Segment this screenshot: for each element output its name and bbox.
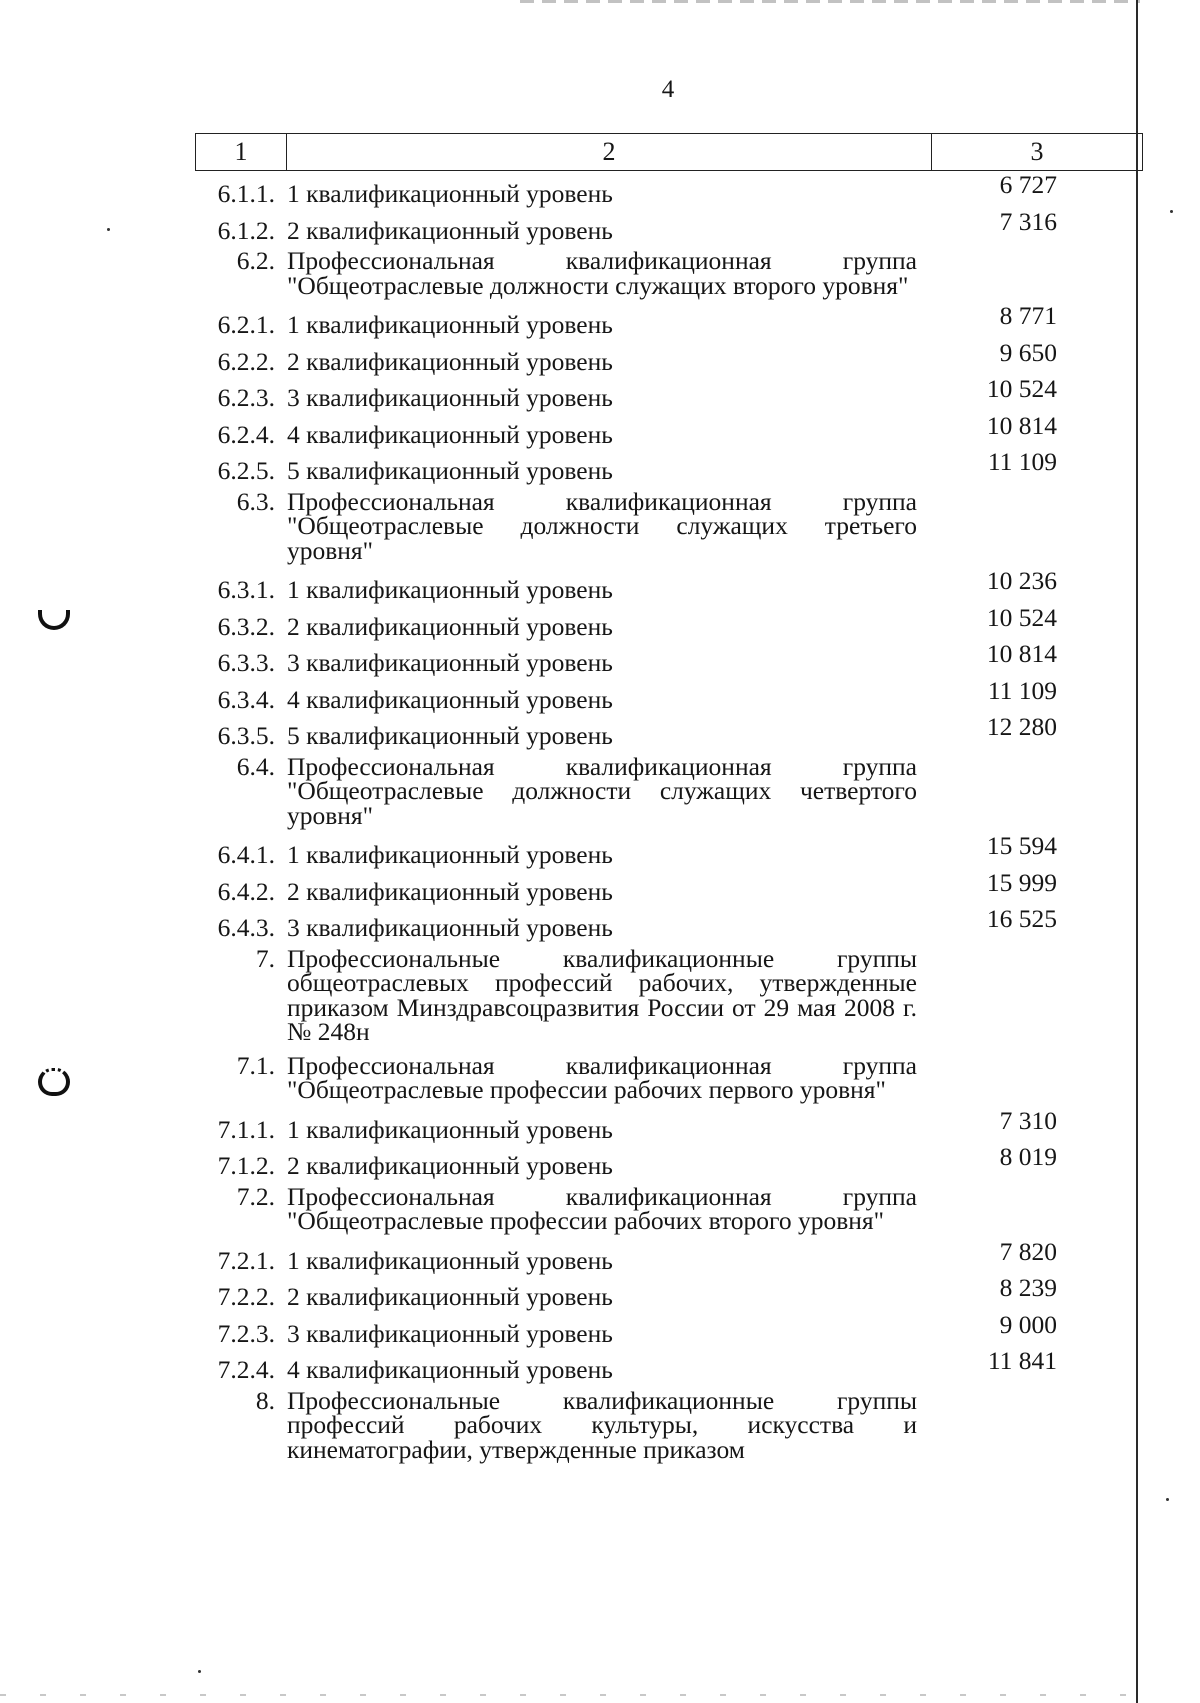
row-number: 6.2. [236, 246, 275, 275]
row-title: Профессиональная квалификационная группа "Общеотраслевые профессии рабочих второго уровня" [287, 1181, 917, 1235]
row-value: 9 650 [999, 337, 1057, 367]
row-title: 5 квалификационный уровень [287, 456, 613, 485]
row-title: 2 квалификационный уровень [287, 1282, 613, 1311]
table-row [195, 1142, 1095, 1185]
table-row [195, 447, 1095, 490]
table-group-row [195, 751, 1095, 830]
row-value: 16 525 [986, 904, 1057, 933]
row-value: 10 524 [986, 602, 1057, 632]
row-title: Профессиональная квалификационная группа "Общеотраслевые должности служащих третьего уровня" [287, 486, 917, 565]
table-row [195, 206, 1095, 250]
row-title: 3 квалификационный уровень [287, 648, 613, 677]
row-number: 6.2.2. [217, 346, 275, 376]
row-title: 4 квалификационный уровень [287, 684, 613, 714]
table-group-row [195, 246, 1095, 300]
row-title: 2 квалификационный уровень [287, 611, 613, 641]
row-number: 7.1. [236, 1050, 275, 1080]
table-header-row [195, 133, 1143, 171]
table-row [195, 602, 1095, 646]
table-row [195, 1346, 1095, 1389]
row-value: 15 594 [986, 831, 1057, 860]
scan-speck [198, 1670, 201, 1673]
scan-speck [1166, 1498, 1169, 1501]
row-title: 3 квалификационный уровень [287, 383, 613, 412]
row-number: 6.4.2. [217, 876, 275, 906]
row-number: 7.2.2. [217, 1282, 275, 1311]
row-number: 6.4.1. [217, 840, 275, 869]
row-number: 6.4. [236, 751, 275, 781]
row-value: 6 727 [999, 170, 1057, 199]
row-title: Профессиональная квалификационная группа "Общеотраслевые должности служащих второго уровня" [287, 246, 917, 300]
row-value: 11 109 [987, 675, 1057, 705]
row-title: 4 квалификационный уровень [287, 1355, 613, 1384]
row-title: 4 квалификационный уровень [287, 419, 613, 449]
row-number: 6.3.1. [217, 575, 275, 604]
row-number: 6.2.4. [217, 419, 275, 449]
punch-hole-icon [38, 1068, 70, 1096]
row-title: 1 квалификационный уровень [287, 575, 613, 604]
table-row [195, 337, 1095, 381]
row-value: 12 280 [986, 712, 1057, 741]
row-title: Профессиональные квалификационные группы профессий рабочих культуры, искусства и кинематографии, утвержденные приказом [287, 1385, 917, 1464]
row-number: 6.3.3. [217, 648, 275, 677]
table-row [195, 904, 1095, 947]
table-row [195, 1273, 1095, 1316]
row-title: 3 квалификационный уровень [287, 1318, 613, 1348]
row-number: 6.3.4. [217, 684, 275, 714]
row-title: 2 квалификационный уровень [287, 876, 613, 906]
table-group-row [195, 1050, 1095, 1104]
row-title: 5 квалификационный уровень [287, 721, 613, 750]
table-row [195, 1236, 1095, 1280]
row-title: 1 квалификационный уровень [287, 1114, 613, 1144]
row-value: 11 109 [987, 447, 1057, 476]
row-value: 10 524 [986, 374, 1057, 403]
punch-hole-icon [38, 610, 70, 630]
row-value: 7 310 [999, 1105, 1057, 1135]
row-title: 2 квалификационный уровень [287, 1151, 613, 1180]
table-group-row [195, 1385, 1095, 1464]
row-value: 10 236 [986, 566, 1057, 595]
table-row [195, 410, 1095, 454]
row-number: 7. [255, 943, 275, 973]
table-group-row [195, 943, 1095, 1046]
row-number: 7.2.3. [217, 1318, 275, 1348]
scan-speck [107, 228, 110, 231]
row-title: Профессиональные квалификационные группы общеотраслевых профессий рабочих, утвержденные приказом Минздравсоцразвития России от 29 мая 2008 г. № 248н [287, 943, 917, 1046]
row-title: 3 квалификационный уровень [287, 913, 613, 942]
row-value: 9 000 [999, 1309, 1057, 1339]
table-row [195, 867, 1095, 911]
row-number: 6.3. [236, 486, 275, 516]
row-number: 7.2.1. [217, 1245, 275, 1275]
table-row [195, 712, 1095, 755]
row-number: 7.2. [236, 1181, 275, 1211]
table-row [195, 170, 1095, 213]
row-value: 8 019 [999, 1142, 1057, 1171]
row-value: 15 999 [986, 867, 1057, 897]
scan-edge-top [520, 0, 1140, 3]
table-body [195, 170, 1095, 1471]
row-value: 7 316 [999, 206, 1057, 236]
row-value: 10 814 [986, 410, 1057, 440]
row-title: 1 квалификационный уровень [287, 840, 613, 869]
table-row [195, 566, 1095, 609]
scan-edge-right [1136, 0, 1138, 1703]
row-value: 10 814 [986, 639, 1057, 668]
row-number: 7.1.1. [217, 1114, 275, 1144]
row-title: 2 квалификационный уровень [287, 346, 613, 376]
row-number: 6.1.1. [217, 179, 275, 208]
page-number: 4 [661, 76, 675, 103]
table-group-row [195, 1181, 1095, 1235]
header-col-2: 2 [287, 134, 932, 170]
scan-edge-bottom [0, 1694, 1136, 1696]
row-number: 6.2.3. [217, 383, 275, 412]
row-title: 2 квалификационный уровень [287, 215, 613, 245]
row-title: Профессиональная квалификационная группа "Общеотраслевые должности служащих четвертого уровня" [287, 751, 917, 830]
row-value: 7 820 [999, 1236, 1057, 1266]
row-number: 6.3.2. [217, 611, 275, 641]
scan-speck [1170, 210, 1173, 213]
row-title: Профессиональная квалификационная группа "Общеотраслевые профессии рабочих первого уровня" [287, 1050, 917, 1104]
table-row [195, 301, 1095, 344]
row-number: 6.3.5. [217, 721, 275, 750]
row-number: 7.2.4. [217, 1355, 275, 1384]
row-number: 6.2.1. [217, 310, 275, 339]
header-col-3: 3 [1030, 137, 1044, 166]
row-title: 1 квалификационный уровень [287, 310, 613, 339]
row-value: 8 771 [999, 301, 1057, 330]
row-number: 6.4.3. [217, 913, 275, 942]
row-value: 8 239 [999, 1273, 1057, 1302]
table-row [195, 374, 1095, 417]
table-row [195, 675, 1095, 719]
table-row [195, 831, 1095, 874]
row-number: 8. [255, 1385, 275, 1415]
row-number: 6.1.2. [217, 215, 275, 245]
table-row [195, 1309, 1095, 1353]
row-number: 7.1.2. [217, 1151, 275, 1180]
table-row [195, 639, 1095, 682]
row-title: 1 квалификационный уровень [287, 1245, 613, 1275]
table-row [195, 1105, 1095, 1149]
table-group-row [195, 486, 1095, 565]
row-number: 6.2.5. [217, 456, 275, 485]
header-col-1: 1 [196, 134, 287, 170]
row-title: 1 квалификационный уровень [287, 179, 613, 208]
row-value: 11 841 [987, 1346, 1057, 1375]
